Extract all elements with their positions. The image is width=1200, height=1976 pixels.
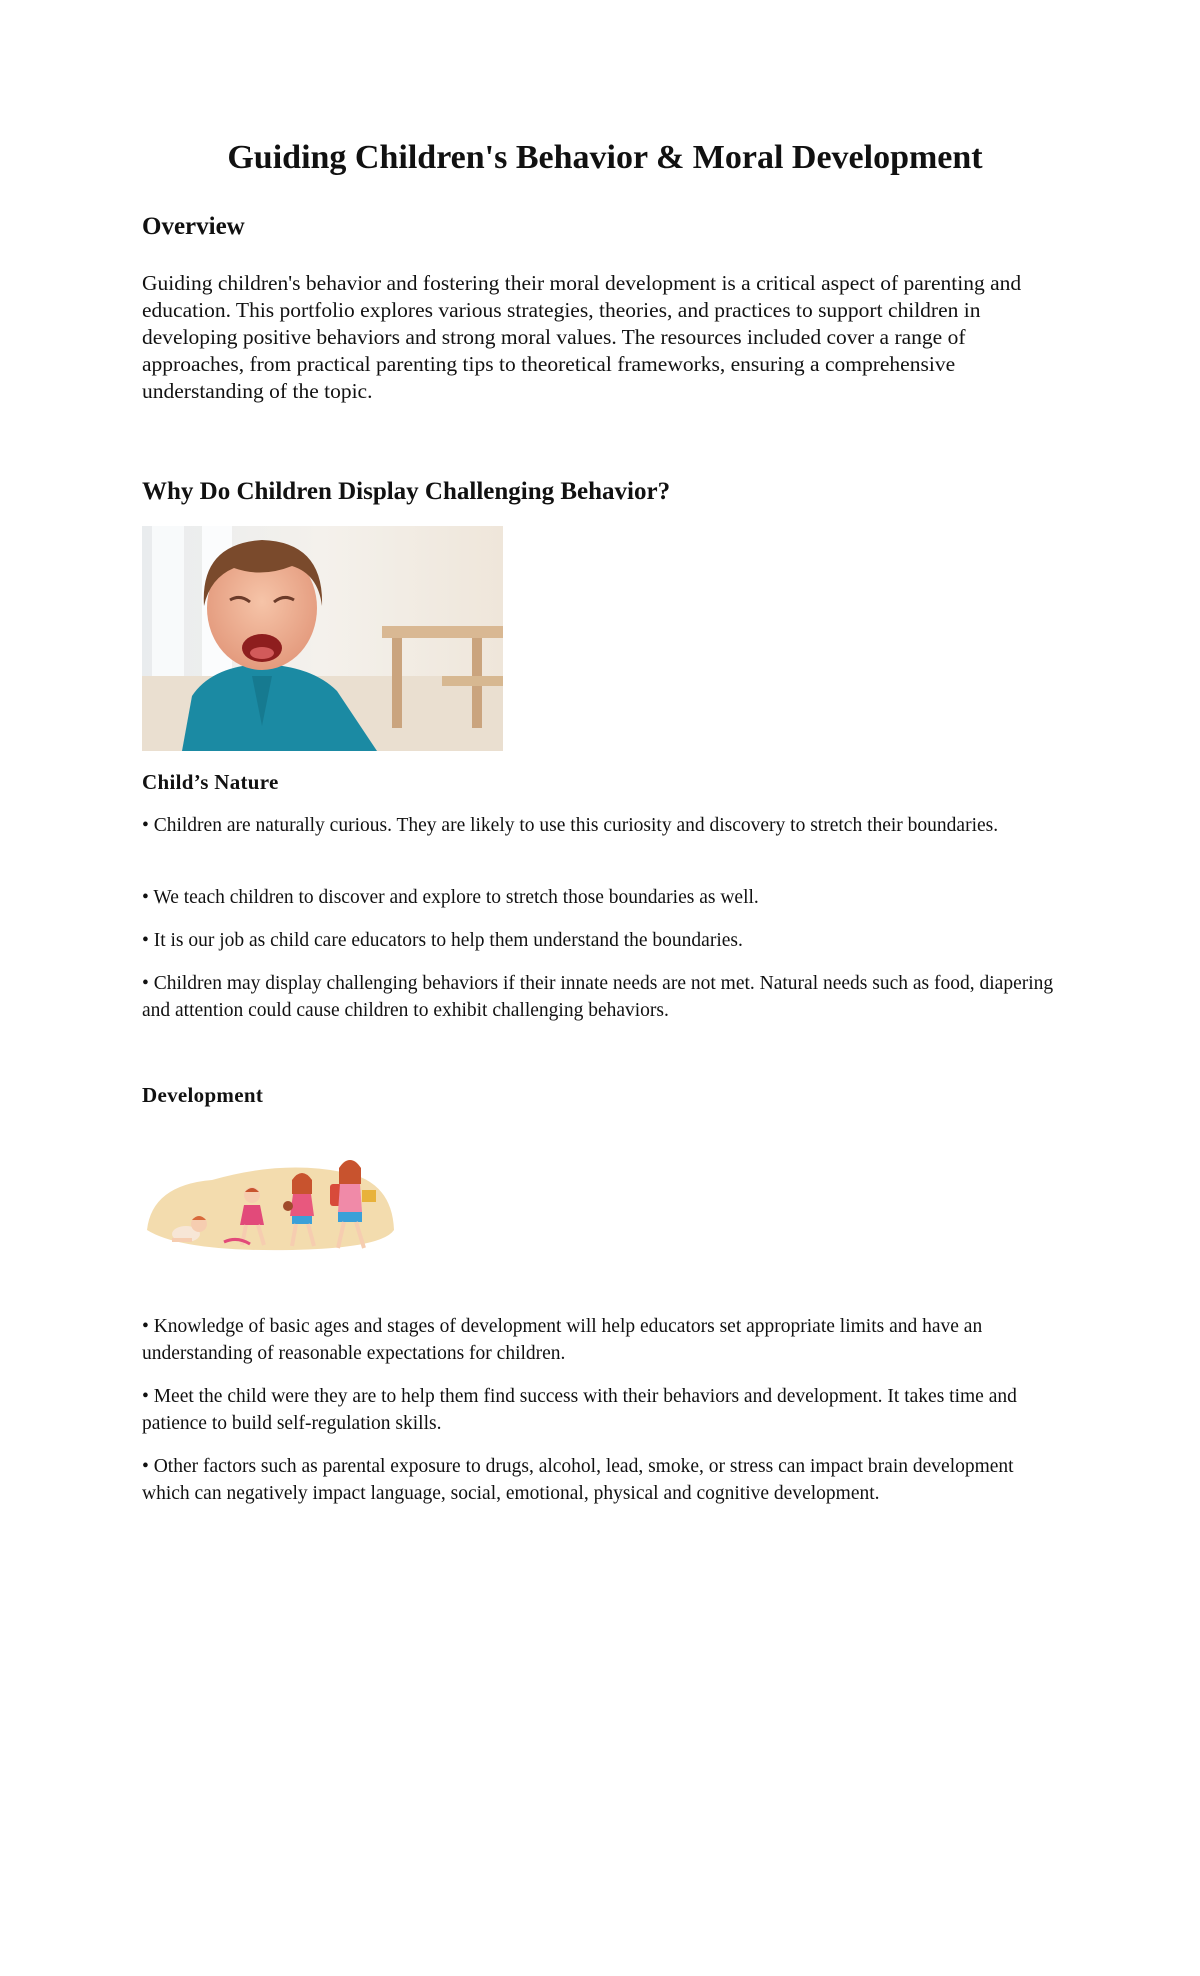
childs-nature-bullet: • Children are naturally curious. They are likely to use this curiosity and discovery to stretch their boundaries. <box>142 815 999 836</box>
challenging-behavior-heading: Why Do Children Display Challenging Behavior? <box>142 478 671 505</box>
document-title: Guiding Children's Behavior & Moral Development <box>227 139 983 176</box>
crying-child-photo <box>142 526 503 751</box>
development-stages-illustration <box>142 1150 398 1260</box>
overview-paragraph: Guiding children's behavior and fostering their moral development is a critical aspect of parenting and education. This portfolio explores various strategies, theories, and practices to support children in developing positive behaviors and strong moral values. The resources included cover a range of approaches, from practical parenting tips to theoretical frameworks, ensuring a comprehensive understanding of the topic. <box>142 271 1022 403</box>
development-heading: Development <box>142 1083 264 1107</box>
development-bullet: • Meet the child were they are to help them find success with their behaviors and development. It takes time and patience to build self-regulation skills. <box>142 1386 1017 1434</box>
development-bullet: • Knowledge of basic ages and stages of development will help educators set appropriate limits and have an understanding of reasonable expectations for children. <box>142 1316 983 1364</box>
childs-nature-bullet: • It is our job as child care educators to help them understand the boundaries. <box>142 930 743 951</box>
overview-heading: Overview <box>142 213 245 240</box>
development-bullet: • Other factors such as parental exposure to drugs, alcohol, lead, smoke, or stress can impact brain development which can negatively impact language, social, emotional, physical and cognitive development. <box>142 1456 1014 1504</box>
childs-nature-bullet: • We teach children to discover and explore to stretch those boundaries as well. <box>142 887 759 908</box>
childs-nature-heading: Child’s Nature <box>142 770 279 794</box>
childs-nature-bullet: • Children may display challenging behaviors if their innate needs are not met. Natural needs such as food, diapering and attention could cause children to exhibit challenging behaviors. <box>142 973 1054 1021</box>
